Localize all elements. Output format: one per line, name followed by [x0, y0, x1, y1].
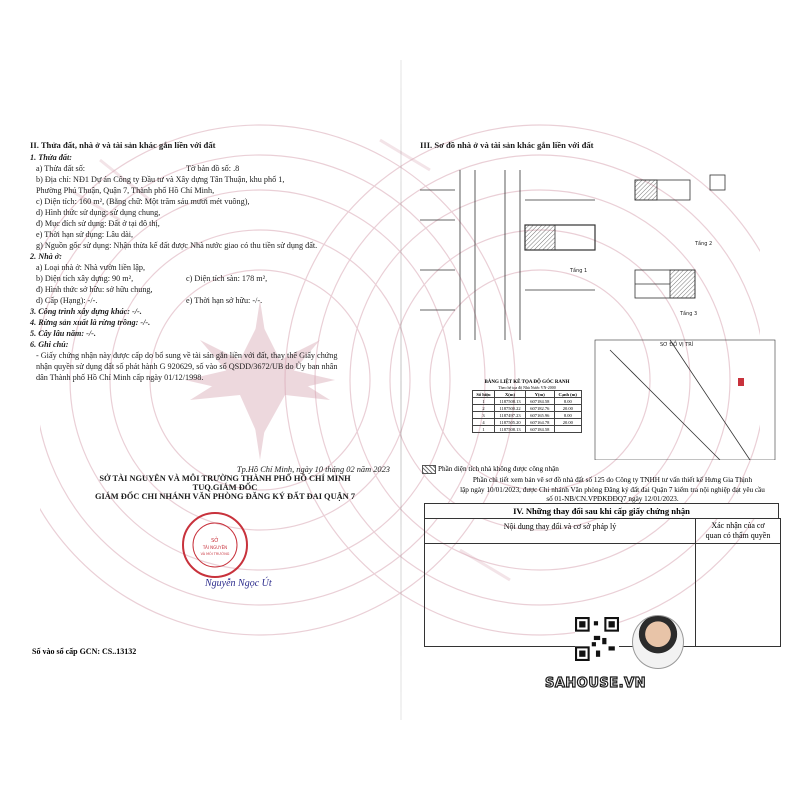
coord-cell: 1	[473, 426, 495, 433]
address-line-1: b) Địa chỉ: NĐ1 Dự án Công ty Đầu tư và Xây dựng Tân Thuận, khu phố 1,	[36, 175, 285, 184]
page-fold	[400, 60, 402, 720]
coord-cell: 1	[473, 398, 495, 405]
coord-cell: 607184.58	[526, 426, 554, 433]
coord-cell: 2	[473, 405, 495, 412]
coord-cell: 607182.76	[526, 405, 554, 412]
note-heading: 6. Ghi chú:	[30, 340, 69, 349]
hatch-swatch-icon	[422, 465, 436, 474]
changes-col-confirm-line-1: Xác nhận của cơ	[711, 521, 765, 530]
issuing-department: SỞ TÀI NGUYÊN VÀ MÔI TRƯỜNG THÀNH PHỐ HỒ CHÍ MINH	[99, 474, 351, 483]
avatar	[632, 615, 684, 669]
coord-header-cell: Y(m)	[526, 391, 554, 398]
signer-name: Nguyễn Ngọc Út	[205, 578, 272, 589]
svg-text:TÀI NGUYÊN: TÀI NGUYÊN	[202, 545, 228, 550]
changes-col-confirm	[696, 519, 780, 543]
table-row	[473, 405, 582, 412]
note-line-1: - Giấy chứng nhận này được cấp do bổ sung về tài sản gắn liền với đất, thay thế Giấy chứng	[36, 351, 338, 360]
house-area-row	[30, 273, 390, 284]
built-area: b) Diện tích xây dựng: 90 m²,	[36, 274, 134, 283]
coord-cell: 1187497.23	[495, 412, 526, 419]
coordinate-table-subtitle: Theo hệ tọa độ Nhà Nước VN-2000	[498, 385, 556, 390]
section-3-title: III. Sơ đồ nhà ở và tài sản khác gắn liền với đất	[420, 140, 594, 150]
usage-purpose: đ) Mục đích sử dụng: Đất ở tại đô thị,	[36, 219, 160, 228]
legend	[422, 465, 559, 474]
coord-cell: 8.00	[554, 398, 582, 405]
coord-cell: 1187508.13	[495, 398, 526, 405]
official-stamp-icon	[180, 510, 250, 580]
coord-cell	[554, 426, 582, 433]
floor-3-label: Tầng 3	[680, 311, 698, 317]
svg-text:SỞ: SỞ	[211, 538, 219, 544]
register-number: Số vào sổ cấp GCN: CS..13132	[32, 647, 137, 656]
map-sheet: Tờ bản đồ số: .8	[186, 164, 240, 173]
location-map-title: SƠ ĐỒ VỊ TRÍ	[660, 342, 694, 348]
coord-header-cell: Số hiệu	[473, 391, 495, 398]
changes-col-confirm-line-2: quan có thẩm quyền	[705, 531, 771, 540]
coord-header-cell: Cạnh (m)	[554, 391, 582, 398]
usage-duration: e) Thời hạn sử dụng: Lâu dài,	[36, 230, 134, 239]
table-row	[473, 398, 582, 405]
coord-cell: 8.00	[554, 412, 582, 419]
ownership-term: e) Thời hạn sở hữu: -/-.	[186, 296, 263, 305]
watermark-brand: SAHOUSE.VN	[545, 676, 647, 691]
issue-date: Tp.Hồ Chí Minh, ngày 10 tháng 02 năm 2023	[236, 465, 390, 474]
coord-header-cell: X(m)	[495, 391, 526, 398]
qr-code-icon	[575, 617, 619, 661]
section-4-title: IV. Những thay đổi sau khi cấp giấy chứng nhận	[424, 503, 779, 518]
address-line-2: Phường Phú Thuận, Quận 7, Thành phố Hồ Chí Minh,	[36, 186, 215, 195]
coord-cell: 4	[473, 419, 495, 426]
changes-col-content: Nội dung thay đổi và cơ sở pháp lý	[425, 519, 696, 543]
tuq-director: TUQ.GIÁM ĐỐC	[192, 483, 258, 492]
floor-1-label: Tầng 1	[570, 268, 588, 274]
signature-block	[60, 465, 390, 501]
coordinate-table-title: BẢNG LIỆT KÊ TỌA ĐỘ GÓC RANH	[484, 380, 570, 385]
coordinate-grid	[472, 390, 582, 433]
note-line-2: nhận quyền sử dụng đất số phát hành G 920629, số vào sổ QSDD/3672/UB do Ủy ban nhân	[36, 362, 338, 371]
coord-cell: 1187500.22	[495, 405, 526, 412]
branch-director: GIÁM ĐỐC CHI NHÁNH VĂN PHÒNG ĐĂNG KÝ ĐẤT ĐAI QUẬN 7	[94, 492, 356, 501]
floor-area: c) Diện tích sàn: 178 m²,	[186, 274, 268, 283]
house-grade: d) Cấp (Hạng): -/-.	[36, 296, 98, 305]
note-line-3: dân Thành phố Hồ Chí Minh cấp ngày 01/12/1998.	[36, 373, 204, 382]
land-area: c) Diện tích: 160 m², (Bằng chữ: Một trăm sáu mươi mét vuông),	[36, 197, 250, 206]
section-3	[420, 140, 775, 151]
section-3-note-3: số 01-NB/CN.VPĐKĐĐQ7 ngày 12/01/2023.	[546, 495, 679, 503]
land-heading: 1. Thửa đất:	[30, 153, 72, 162]
section-3-note-2: lập ngày 10/01/2023, được Chi nhánh Văn phòng Đăng ký đất đai Quận 7 kiểm tra nội nghiệp đạt yêu cầu	[460, 485, 765, 494]
coord-cell: 607165.96	[526, 412, 554, 419]
other-works: 3. Công trình xây dựng khác: -/-.	[30, 307, 142, 316]
table-row	[473, 419, 582, 426]
table-row	[473, 412, 582, 419]
coord-cell: 1187505.20	[495, 419, 526, 426]
parcel-number: a) Thửa đất số:	[36, 164, 86, 173]
parcel-row	[30, 163, 390, 174]
house-heading: 2. Nhà ở:	[30, 252, 62, 261]
section-3-note-1: Phần chi tiết xem bản vẽ sơ đồ nhà đất số 125 do Công ty TNHH tư vấn thiết kế Hưng Gia Thịnh	[472, 476, 753, 484]
house-ownership: đ) Hình thức sở hữu: sở hữu chung,	[36, 285, 153, 294]
changes-body-confirm	[696, 544, 780, 646]
section-land-house	[30, 140, 390, 383]
coord-cell: 1187508.13	[495, 426, 526, 433]
changes-table-header	[425, 519, 780, 544]
coord-cell: 607184.58	[526, 398, 554, 405]
house-grade-row	[30, 295, 390, 306]
coord-cell: 3	[473, 412, 495, 419]
section-3-note	[450, 476, 775, 505]
legend-text: Phần diện tích nhà không được công nhận	[438, 465, 559, 474]
usage-origin: g) Nguồn gốc sử dụng: Nhận thừa kế đất được Nhà nước giao có thu tiền sử dụng đất.	[36, 241, 318, 250]
forest: 4. Rừng sản xuất là rừng trồng: -/-.	[30, 318, 151, 327]
house-type: a) Loại nhà ở: Nhà vườn liền lập,	[36, 263, 146, 272]
perennial-trees: 5. Cây lâu năm: -/-.	[30, 329, 96, 338]
svg-text:VÀ MÔI TRƯỜNG: VÀ MÔI TRƯỜNG	[200, 552, 230, 556]
table-row	[473, 426, 582, 433]
usage-form: d) Hình thức sử dụng: sử dụng chung,	[36, 208, 161, 217]
coord-cell: 20.00	[554, 405, 582, 412]
floor-2-label: Tầng 2	[695, 241, 713, 247]
coord-cell: 607164.78	[526, 419, 554, 426]
coordinate-table	[472, 380, 582, 433]
coord-cell: 20.00	[554, 419, 582, 426]
section-2-title: II. Thửa đất, nhà ở và tài sản khác gắn liền với đất	[30, 140, 216, 150]
